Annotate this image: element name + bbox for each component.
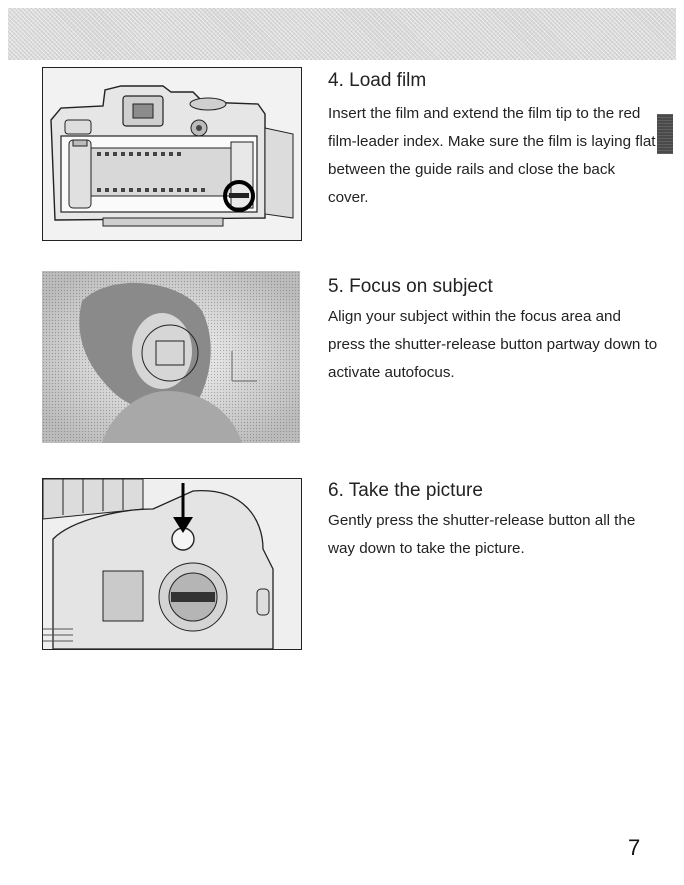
shutter-release-illustration xyxy=(42,478,302,650)
step-description: Align your subject within the focus area and press the shutter-release button partway down to activate autofocus. xyxy=(328,308,658,381)
step-take-the-picture xyxy=(328,480,658,563)
step-description: Gently press the shutter-release button all the way down to take the picture. xyxy=(328,512,636,557)
section-tab-marker xyxy=(657,114,673,154)
header-band xyxy=(8,8,676,60)
step-load-film xyxy=(328,70,658,212)
step-title: 6. Take the picture xyxy=(328,480,483,501)
step-focus-on-subject xyxy=(328,276,658,387)
load-film-illustration xyxy=(42,67,302,241)
focus-subject-illustration xyxy=(42,271,300,443)
step-title: 5. Focus on subject xyxy=(328,276,493,297)
step-description: Insert the film and extend the film tip to the red film-leader index. Make sure the film is laying flat between the guide rails and close the back cover. xyxy=(328,105,656,206)
page-number: 7 xyxy=(628,835,641,860)
step-title: 4. Load film xyxy=(328,70,427,91)
